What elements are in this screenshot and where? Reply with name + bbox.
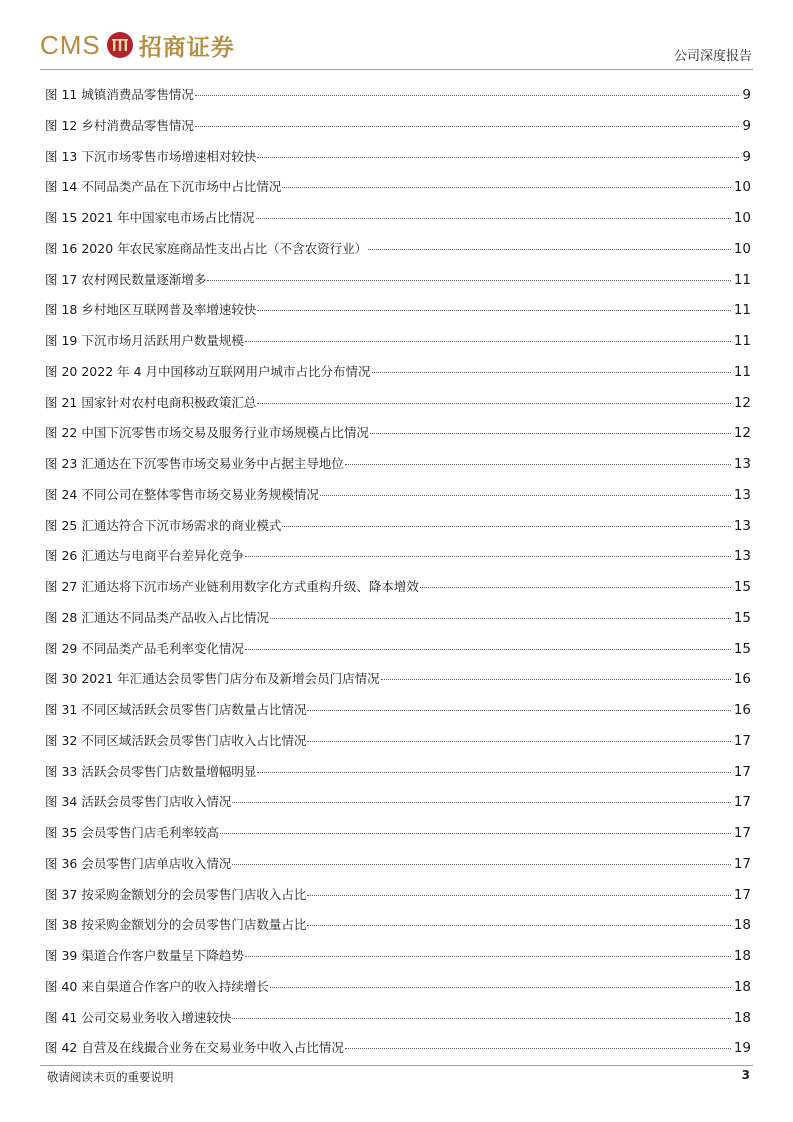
footer-divider [40, 1065, 753, 1066]
toc-dot-leader [307, 895, 730, 896]
toc-entry-title: 图 24 不同公司在整体零售市场交易业务规模情况 [45, 486, 319, 502]
toc-dot-leader [257, 157, 739, 158]
toc-entry-title: 图 14 不同品类产品在下沉市场中占比情况 [45, 179, 282, 195]
toc-entry-title: 图 31 不同区域活跃会员零售门店数量占比情况 [45, 702, 307, 717]
toc-entry-page: 18 [733, 917, 751, 934]
figure-table-of-contents [45, 80, 751, 1064]
toc-entry[interactable] [45, 388, 751, 419]
toc-entry-title: 图 37 按采购金额划分的会员零售门店收入占比 [45, 886, 307, 902]
toc-entry-page: 15 [733, 609, 751, 626]
toc-entry-title: 图 36 会员零售门店单店收入情况 [45, 855, 232, 871]
toc-dot-leader [220, 833, 731, 834]
toc-dot-leader [307, 925, 730, 926]
toc-entry-page: 17 [733, 794, 751, 811]
logo-chinese-text: 招商证券 [138, 33, 235, 61]
toc-dot-leader [381, 679, 731, 680]
toc-entry[interactable] [45, 941, 751, 972]
toc-entry-page: 11 [733, 363, 751, 380]
toc-entry-page: 10 [733, 210, 751, 226]
toc-dot-leader [257, 772, 730, 773]
toc-dot-leader [282, 187, 730, 188]
toc-entry-title: 图 40 来自渠道合作客户的收入持续增长 [45, 978, 269, 994]
toc-entry-title: 图 19 下沉市场月活跃用户数量规模 [45, 333, 244, 348]
toc-entry-page: 11 [733, 333, 751, 349]
toc-entry[interactable] [45, 572, 751, 603]
toc-dot-leader [282, 526, 730, 527]
toc-entry[interactable] [45, 172, 751, 203]
toc-entry[interactable] [45, 295, 751, 326]
toc-entry-page: 9 [742, 87, 751, 103]
toc-entry-page: 11 [733, 302, 751, 319]
toc-dot-leader [420, 587, 731, 588]
toc-entry[interactable] [45, 1033, 751, 1064]
toc-entry[interactable] [45, 787, 751, 818]
toc-entry[interactable] [45, 142, 751, 173]
toc-entry[interactable] [45, 757, 751, 788]
toc-dot-leader [320, 495, 731, 496]
toc-entry-title: 图 38 按采购金额划分的会员零售门店数量占比 [45, 917, 307, 933]
toc-entry-title: 图 12 乡村消费品零售情况 [45, 117, 194, 133]
toc-entry-title: 图 35 会员零售门店毛利率较高 [45, 825, 219, 840]
toc-entry-page: 11 [733, 271, 751, 288]
toc-dot-leader [245, 956, 731, 957]
page-header [0, 0, 793, 76]
toc-entry-title: 图 41 公司交易业务收入增速较快 [45, 1009, 232, 1025]
toc-entry-page: 9 [742, 117, 751, 134]
toc-entry-title: 图 29 不同品类产品毛利率变化情况 [45, 640, 244, 656]
toc-dot-leader [256, 218, 731, 219]
toc-dot-leader [195, 126, 740, 127]
toc-entry-title: 图 23 汇通达在下沉零售市场交易业务中占据主导地位 [45, 456, 344, 471]
toc-entry-page: 15 [733, 640, 751, 657]
document-type-label: 公司深度报告 [673, 49, 752, 64]
toc-entry[interactable] [45, 111, 751, 142]
toc-entry-page: 13 [733, 548, 751, 565]
toc-entry-title: 图 34 活跃会员零售门店收入情况 [45, 794, 232, 810]
toc-entry-title: 图 21 国家针对农村电商积极政策汇总 [45, 394, 257, 410]
toc-entry-page: 17 [733, 732, 751, 749]
footer-disclaimer: 敬请阅读末页的重要说明 [47, 1070, 174, 1084]
toc-entry[interactable] [45, 603, 751, 634]
toc-dot-leader [345, 1048, 731, 1049]
toc-entry-page: 18 [733, 948, 751, 964]
toc-dot-leader [232, 1018, 730, 1019]
toc-entry[interactable] [45, 203, 751, 234]
toc-dot-leader [368, 249, 731, 250]
toc-entry[interactable] [45, 910, 751, 941]
toc-entry-page: 13 [733, 517, 751, 534]
toc-entry[interactable] [45, 664, 751, 695]
toc-dot-leader [245, 649, 731, 650]
toc-entry-page: 12 [733, 394, 751, 411]
toc-entry-title: 图 22 中国下沉零售市场交易及服务行业市场规模占比情况 [45, 425, 369, 441]
toc-entry-page: 9 [742, 148, 751, 165]
toc-entry[interactable] [45, 726, 751, 757]
toc-dot-leader [257, 310, 730, 311]
toc-entry[interactable] [45, 480, 751, 511]
toc-entry[interactable] [45, 265, 751, 296]
toc-dot-leader [270, 987, 731, 988]
toc-entry[interactable] [45, 1003, 751, 1034]
toc-entry-page: 18 [733, 978, 751, 995]
toc-entry-title: 图 13 下沉市场零售市场增速相对较快 [45, 148, 257, 164]
toc-entry-page: 13 [733, 456, 751, 472]
toc-entry[interactable] [45, 634, 751, 665]
toc-entry-page: 10 [733, 240, 751, 257]
toc-entry-title: 图 30 2021 年汇通达会员零售门店分布及新增会员门店情况 [45, 671, 380, 687]
page-number: 3 [741, 1068, 750, 1082]
toc-entry[interactable] [45, 80, 751, 111]
toc-entry-title: 图 17 农村网民数量逐渐增多 [45, 271, 207, 287]
toc-entry-page: 18 [733, 1009, 751, 1026]
toc-entry-title: 图 20 2022 年 4 月中国移动互联网用户城市占比分布情况 [45, 363, 371, 379]
toc-entry-page: 17 [733, 763, 751, 780]
toc-entry[interactable] [45, 818, 751, 849]
toc-entry-page: 13 [733, 486, 751, 503]
toc-entry-page: 19 [733, 1040, 751, 1057]
toc-entry[interactable] [45, 418, 751, 449]
toc-entry-title: 图 26 汇通达与电商平台差异化竞争 [45, 548, 244, 564]
toc-entry[interactable] [45, 326, 751, 357]
toc-entry-title: 图 16 2020 年农民家庭商品性支出占比（不含农资行业） [45, 240, 368, 256]
toc-entry[interactable] [45, 695, 751, 726]
toc-dot-leader [232, 802, 730, 803]
toc-entry-title: 图 15 2021 年中国家电市场占比情况 [45, 210, 255, 225]
toc-dot-leader [232, 864, 730, 865]
logo-emblem-icon [107, 32, 133, 58]
toc-entry[interactable] [45, 541, 751, 572]
toc-entry-title: 图 11 城镇消费品零售情况 [45, 87, 194, 102]
toc-entry[interactable] [45, 449, 751, 480]
toc-entry-page: 15 [733, 579, 751, 595]
toc-entry-page: 16 [733, 702, 751, 718]
toc-dot-leader [345, 464, 731, 465]
toc-entry[interactable] [45, 357, 751, 388]
toc-dot-leader [307, 710, 730, 711]
toc-entry[interactable] [45, 880, 751, 911]
company-logo [40, 28, 235, 62]
toc-entry-page: 17 [733, 855, 751, 872]
toc-dot-leader [195, 95, 740, 96]
toc-dot-leader [245, 341, 731, 342]
toc-entry-title: 图 32 不同区域活跃会员零售门店收入占比情况 [45, 732, 307, 748]
toc-entry-title: 图 18 乡村地区互联网普及率增速较快 [45, 302, 257, 318]
toc-entry[interactable] [45, 511, 751, 542]
logo-latin-text: CMS [40, 29, 101, 60]
toc-dot-leader [257, 403, 730, 404]
toc-dot-leader [270, 618, 731, 619]
toc-entry-page: 16 [733, 671, 751, 688]
toc-dot-leader [207, 280, 730, 281]
toc-entry-page: 17 [733, 886, 751, 903]
toc-entry[interactable] [45, 972, 751, 1003]
toc-dot-leader [307, 741, 730, 742]
toc-entry-title: 图 39 渠道合作客户数量呈下降趋势 [45, 948, 244, 963]
toc-dot-leader [370, 433, 731, 434]
header-divider [40, 69, 753, 70]
toc-entry[interactable] [45, 234, 751, 265]
toc-entry-page: 10 [733, 179, 751, 196]
toc-entry-page: 17 [733, 825, 751, 841]
toc-entry-title: 图 28 汇通达不同品类产品收入占比情况 [45, 609, 269, 625]
toc-entry-title: 图 25 汇通达符合下沉市场需求的商业模式 [45, 517, 282, 533]
toc-entry-title: 图 27 汇通达将下沉市场产业链利用数字化方式重构升级、降本增效 [45, 579, 419, 594]
toc-dot-leader [245, 556, 731, 557]
toc-entry-title: 图 42 自营及在线撮合业务在交易业务中收入占比情况 [45, 1040, 344, 1056]
toc-entry-page: 12 [733, 425, 751, 442]
toc-dot-leader [372, 372, 731, 373]
toc-entry-title: 图 33 活跃会员零售门店数量增幅明显 [45, 763, 257, 779]
toc-entry[interactable] [45, 849, 751, 880]
